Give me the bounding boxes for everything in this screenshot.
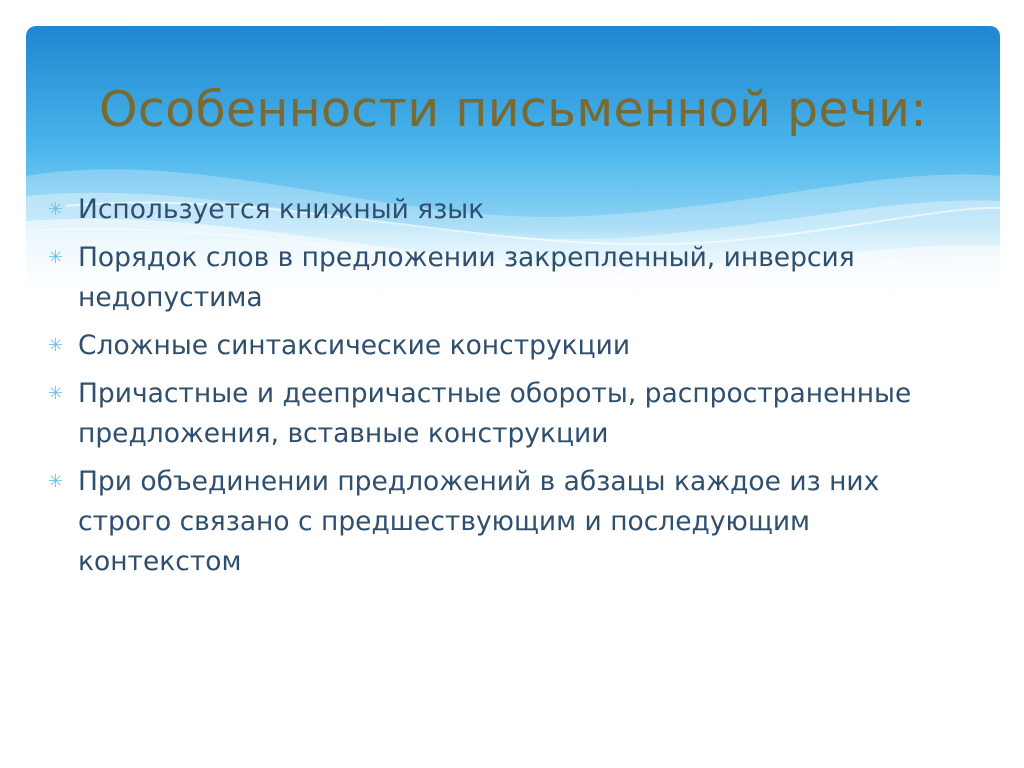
- asterisk-icon: ✳: [48, 383, 64, 404]
- asterisk-icon: ✳: [48, 199, 64, 220]
- bullet-item: [48, 238, 978, 318]
- bullet-text: При объединении предложений в абзацы каждое из них строго связано с предшествующим и последующим контекстом: [78, 466, 880, 577]
- asterisk-icon: ✳: [48, 471, 64, 492]
- asterisk-icon: ✳: [48, 247, 64, 268]
- bullet-item: [48, 374, 978, 454]
- slide-title: Особенности письменной речи:: [98, 81, 928, 138]
- bullet-item: [48, 326, 978, 366]
- bullet-text: Причастные и деепричастные обороты, распространенные предложения, вставные конструкции: [78, 378, 912, 449]
- bullet-text: Сложные синтаксические конструкции: [78, 330, 631, 361]
- bullet-item: [48, 190, 978, 230]
- asterisk-icon: ✳: [48, 335, 64, 356]
- bullet-text: Используется книжный язык: [78, 194, 485, 225]
- bullet-item: [48, 462, 978, 582]
- bullet-text: Порядок слов в предложении закрепленный, инверсия недопустима: [78, 242, 855, 313]
- bullet-list: [48, 190, 978, 590]
